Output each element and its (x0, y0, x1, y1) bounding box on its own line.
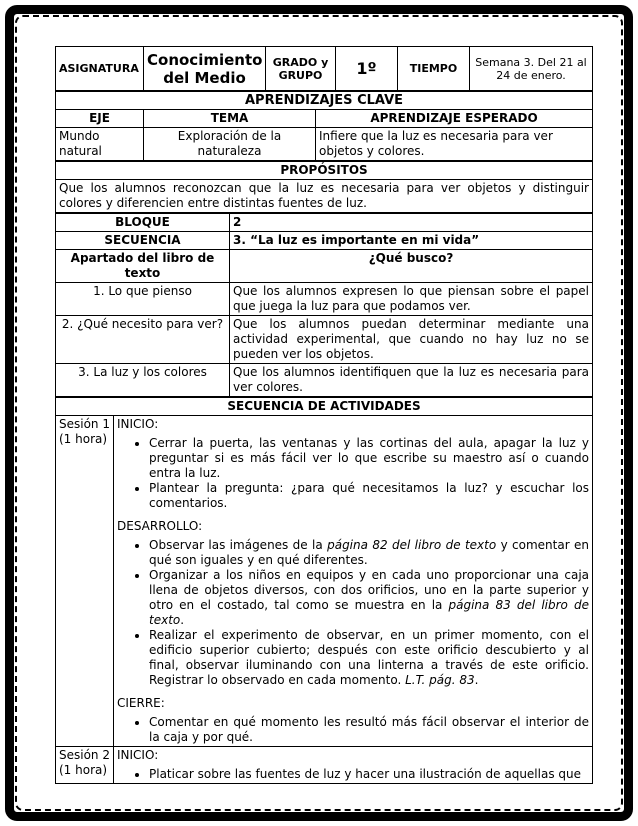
bloque-value: 2 (230, 214, 593, 232)
inicio-label: INICIO: (117, 417, 159, 431)
propositos-text: Que los alumnos reconozcan que la luz es necesaria para ver objetos y distinguir colores y diferencien entre distintas fuentes de luz. (56, 180, 593, 213)
cierre-label: CIERRE: (117, 696, 165, 710)
tiempo-label: TIEMPO (398, 47, 470, 91)
busco-header: ¿Qué busco? (230, 250, 593, 283)
tema-header: TEMA (144, 110, 316, 128)
textbook-reference: página 82 del libro de texto (327, 538, 497, 552)
session-row (56, 416, 593, 747)
list-text: y comentar en qué son iguales y en qué diferentes. (149, 538, 589, 567)
propositos-title: PROPÓSITOS (56, 162, 593, 180)
list-item (149, 538, 589, 568)
textbook-reference: L.T. pág. 83 (405, 673, 475, 687)
list-item: • Comentar en qué momento les resultó más fácil observar el interior de la caja y por qué. (149, 715, 589, 745)
header-table (55, 46, 593, 91)
tema-value: Exploración de la naturaleza (144, 128, 316, 161)
aprendizaje-header: APRENDIZAJE ESPERADO (316, 110, 593, 128)
list-item (149, 568, 589, 628)
busco-cell: Que los alumnos puedan determinar mediante una actividad experimental, que cuando no hay luz no se pueden ver los objetos. (230, 316, 593, 364)
session-content (114, 747, 593, 784)
asignatura-label: ASIGNATURA (56, 47, 144, 91)
eje-header: EJE (56, 110, 144, 128)
list-text: . (474, 673, 479, 687)
grado-label: GRADO y GRUPO (266, 47, 336, 91)
apartado-cell: 3. La luz y los colores (56, 364, 230, 397)
list-item (149, 628, 589, 688)
inicio-list (117, 436, 589, 511)
secuencia-table (55, 213, 593, 397)
apartado-cell: 1. Lo que pienso (56, 283, 230, 316)
inicio-label: INICIO: (117, 748, 159, 762)
inicio-list (117, 767, 589, 782)
table-row (56, 283, 593, 316)
session-row (56, 747, 593, 784)
busco-cell: Que los alumnos identifiquen que la luz es necesaria para ver colores. (230, 364, 593, 397)
aprendizajes-title: APRENDIZAJES CLAVE (56, 92, 593, 110)
session-label: Sesión 2 (59, 748, 110, 762)
aprendizaje-value: Infiere que la luz es necesaria para ver objetos y colores. (316, 128, 593, 161)
session-content (114, 416, 593, 747)
aprendizajes-table (55, 91, 593, 161)
session-duration: (1 hora) (59, 432, 108, 446)
list-item: • Cerrar la puerta, las ventanas y las cortinas del aula, apagar la luz y preguntar si es más fácil ver lo que escribe su maestro así o cuando entra la luz. (149, 436, 589, 481)
list-text: . (180, 613, 185, 627)
asignatura-value: Conocimiento del Medio (144, 47, 266, 91)
list-item: • Plantear la pregunta: ¿para qué necesitamos la luz? y escuchar los comentarios. (149, 481, 589, 511)
propositos-table (55, 161, 593, 213)
list-item: • Platicar sobre las fuentes de luz y hacer una ilustración de aquellas que (149, 767, 589, 782)
actividades-title: SECUENCIA DE ACTIVIDADES (56, 398, 593, 416)
table-row (56, 364, 593, 397)
table-row (56, 316, 593, 364)
session-cell (56, 747, 114, 784)
session-label: Sesión 1 (59, 417, 110, 431)
list-text: Organizar a los niños en equipos y en cada uno proporcionar una caja llena de objetos diversos, con dos orificios, uno en la parte superior y otro en el costado, tal como se muestra en la (149, 568, 589, 612)
secuencia-label: SECUENCIA (56, 232, 230, 250)
apartado-header: Apartado del libro de texto (56, 250, 230, 283)
cierre-list (117, 715, 589, 745)
list-text: Observar las imágenes de la (149, 538, 328, 552)
bloque-label: BLOQUE (56, 214, 230, 232)
tiempo-value: Semana 3. Del 21 al 24 de enero. (470, 47, 593, 91)
list-text: Realizar el experimento de observar, en un primer momento, con el edificio superior cubierto; después con este orificio descubierto y al final, observar iluminando con una linterna a través de este orificio. Registrar lo observado en cada momento. (149, 628, 589, 687)
desarrollo-label: DESARROLLO: (117, 519, 203, 533)
busco-cell: Que los alumnos expresen lo que piensan sobre el papel que juega la luz para que podamos ver. (230, 283, 593, 316)
desarrollo-list (117, 538, 589, 688)
secuencia-value: 3. “La luz es importante en mi vida” (230, 232, 593, 250)
actividades-table (55, 397, 593, 784)
session-duration: (1 hora) (59, 763, 108, 777)
lesson-plan (55, 46, 593, 784)
textbook-reference: página 83 del libro de texto (149, 598, 589, 627)
apartado-cell: 2. ¿Qué necesito para ver? (56, 316, 230, 364)
session-cell (56, 416, 114, 747)
grado-value: 1º (336, 47, 398, 91)
eje-value: Mundo natural (56, 128, 144, 161)
